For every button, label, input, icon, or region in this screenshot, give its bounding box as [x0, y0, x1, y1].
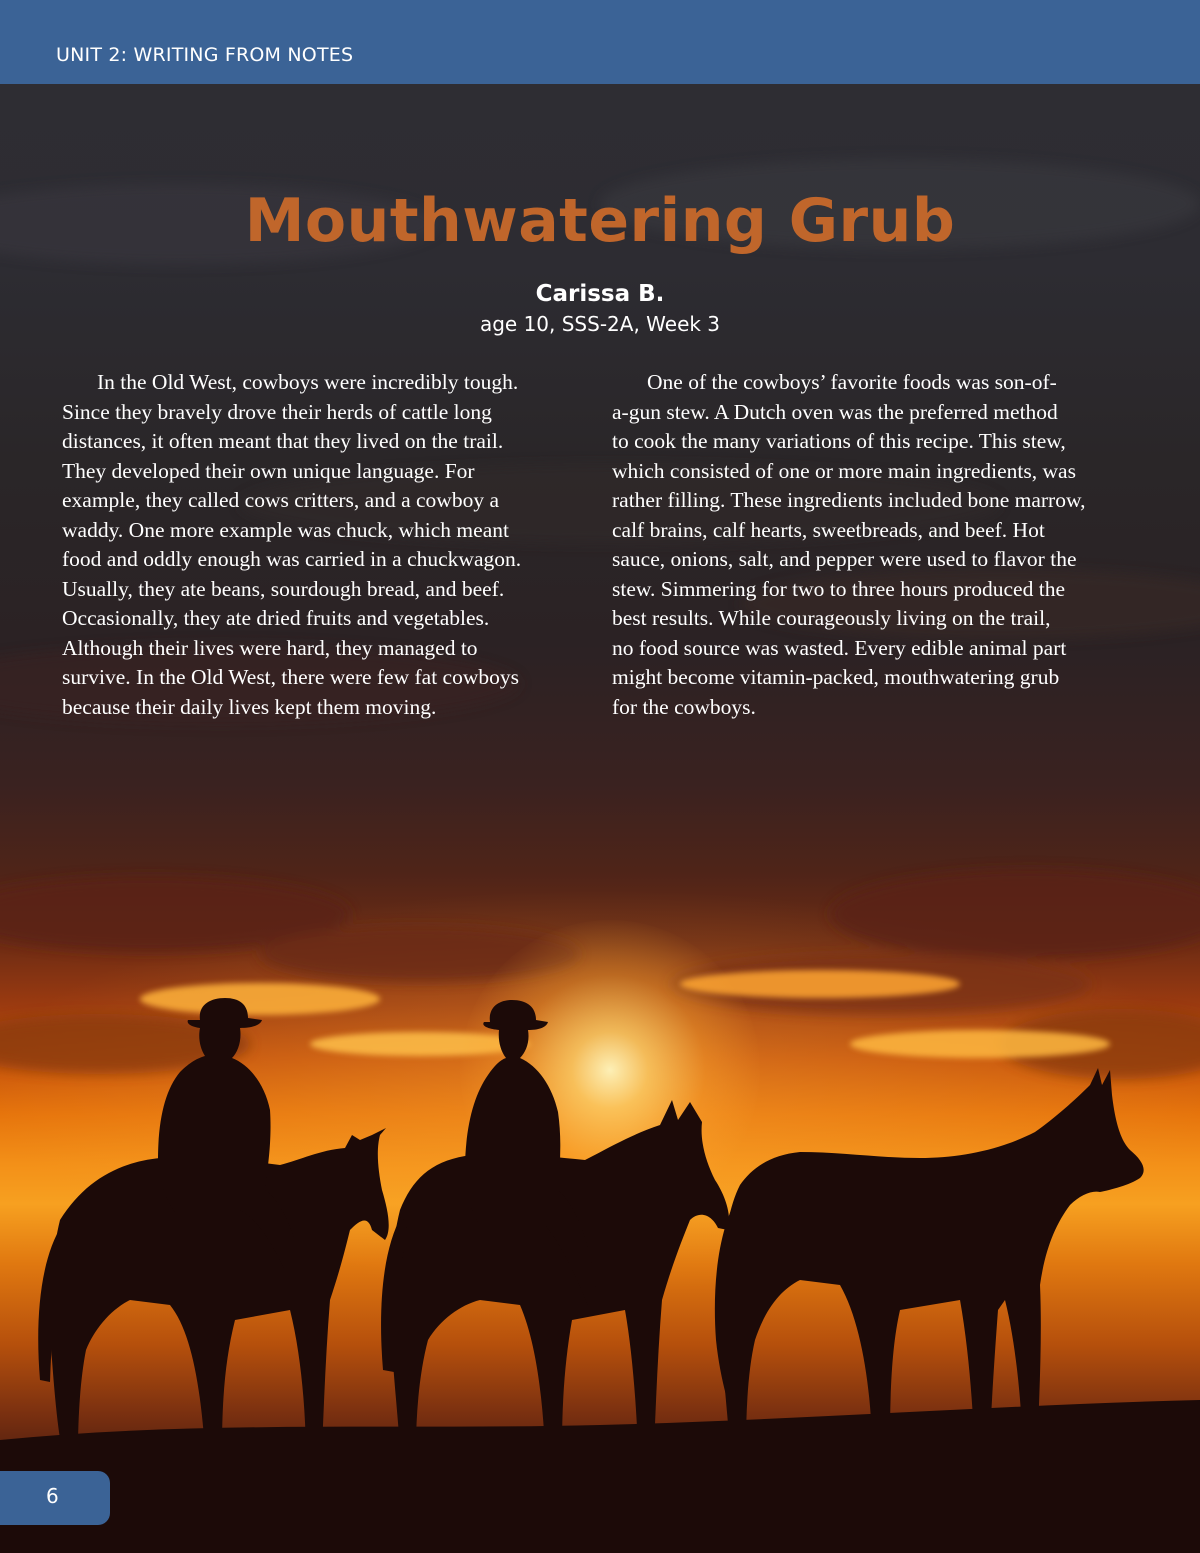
text-line: In the Old West, cowboys were incredibly tough. — [97, 370, 519, 394]
article-title: Mouthwatering Grub — [244, 186, 956, 256]
text-line: One of the cowboys’ favorite foods was son-of- — [647, 370, 1057, 394]
text-line: distances, it often meant that they lived on the trail. — [62, 429, 504, 453]
text-line: They developed their own unique language. For — [62, 458, 475, 483]
text-line: food and oddly enough was carried in a chuckwagon. — [62, 547, 522, 571]
unit-label: UNIT 2: WRITING FROM NOTES — [56, 44, 354, 66]
text-line: sauce, onions, salt, and pepper were used to flavor the — [612, 547, 1077, 571]
text-line: Usually, they ate beans, sourdough bread, and beef. — [62, 576, 505, 601]
text-line: no food source was wasted. Every edible animal part — [612, 635, 1067, 660]
text-line: example, they called cows critters, and a cowboy a — [62, 488, 499, 512]
text-line: might become vitamin-packed, mouthwatering grub — [612, 665, 1060, 689]
text-line: waddy. One more example was chuck, which meant — [62, 517, 509, 542]
header-bar — [0, 0, 1200, 84]
text-line: rather filling. These ingredients included bone marrow, — [612, 488, 1086, 512]
author-name: Carissa B. — [535, 281, 665, 307]
text-line: Occasionally, they ate dried fruits and vegetables. — [62, 606, 490, 630]
text-line: stew. Simmering for two to three hours produced the — [612, 576, 1065, 601]
riderless-horse-silhouette — [721, 1068, 1144, 1448]
text-line: survive. In the Old West, there were few fat cowboys — [62, 665, 519, 689]
text-line: to cook the many variations of this recipe. This stew, — [612, 429, 1066, 453]
page-number: 6 — [46, 1484, 59, 1508]
ground-silhouette — [0, 1400, 1200, 1553]
right-column-text — [612, 368, 1142, 722]
text-line: Since they bravely drove their herds of cattle long — [62, 399, 492, 424]
author-meta: age 10, SSS-2A, Week 3 — [479, 312, 721, 336]
text-line: because their daily lives kept them moving. — [62, 694, 437, 719]
text-line: which consisted of one or more main ingredients, was — [612, 458, 1076, 483]
text-line: calf brains, calf hearts, sweetbreads, and beef. Hot — [612, 517, 1045, 542]
text-line: a-gun stew. A Dutch oven was the preferred method — [612, 399, 1058, 424]
text-line: for the cowboys. — [612, 694, 756, 719]
text-line: best results. While courageously living on the trail, — [612, 606, 1051, 630]
left-column-text — [62, 368, 572, 722]
text-line: Although their lives were hard, they managed to — [62, 635, 478, 660]
